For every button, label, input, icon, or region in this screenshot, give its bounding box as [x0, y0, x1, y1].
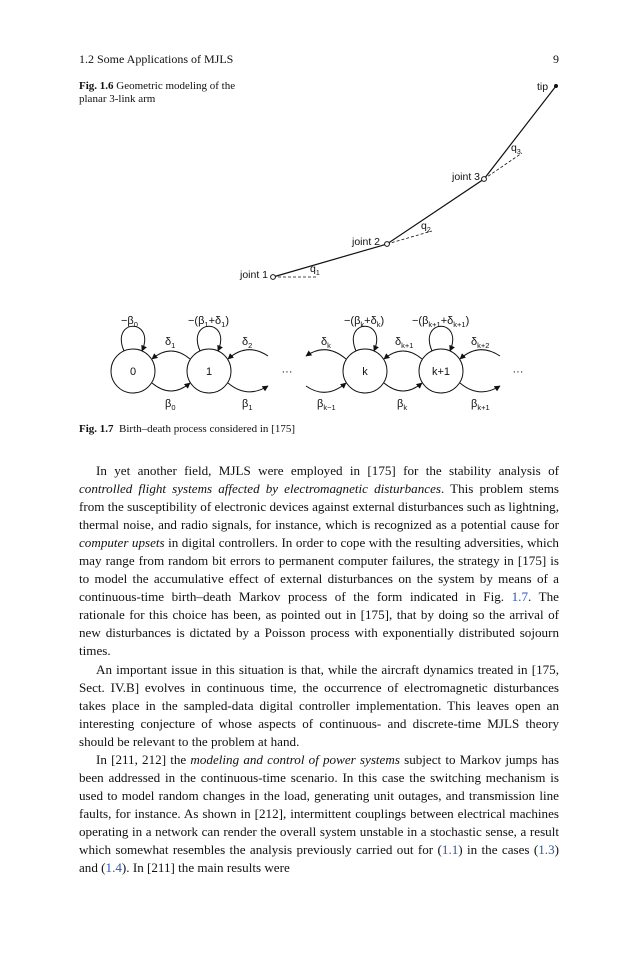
- text-run: subject to Markov jumps has been addressed in the continuous-time scenario. In this case the switching mechanism is used to model random changes in the load, generating unit outages, and transmission line faults, for instance. As shown in [212], intermittent couplings between electrical machines operating in a network can render the overall system unstable in a stochastic sense, a result which somewhat resembles the analysis previously carried out for (: [79, 751, 559, 857]
- loop-label-1: $-(\beta_1+\delta_1)$: [188, 315, 229, 329]
- section-title: 1.2 Some Applications of MJLS: [79, 52, 234, 66]
- body-text: [79, 462, 559, 877]
- figure-link[interactable]: 1.7: [511, 589, 528, 605]
- ellipsis-right: ···: [512, 366, 524, 378]
- arrow-betak1: [460, 383, 500, 392]
- delta-label-2: $\delta_2$: [242, 336, 253, 350]
- ellipsis-middle: ···: [281, 366, 293, 378]
- text-run: In [211, 212] the: [96, 751, 191, 767]
- text-run: . The rationale for this choice has been, as pointed out in [175], that by doing so the arrival of new disturbances is dictated by a Poisson process with exponentially distributed sojourn times.: [79, 589, 559, 659]
- emphasis: controlled flight systems affected by electromagnetic disturbances: [79, 481, 441, 497]
- joint3-marker: [482, 177, 487, 182]
- loop-label-k: $-(\beta_k+\delta_k)$: [344, 315, 385, 329]
- text-run: in digital controllers. In order to cope with the resulting adversities, which may range from random bit errors to permanent computer failures, the strategy in [175] is to model the accumulative effect of external disturbances on the system by means of a continuous-time birth–death Markov process of the form indicated in Fig.: [79, 535, 559, 605]
- text-run: In yet another field, MJLS were employed in [175] for the stability analysis of: [96, 463, 559, 478]
- arrow-beta1: [228, 383, 268, 392]
- arrow-deltak2: [460, 350, 500, 359]
- joint3-label: joint 3: [452, 171, 481, 183]
- joint1-marker: [271, 275, 276, 280]
- joint2-marker: [385, 242, 390, 247]
- text-run: ) in the cases (: [458, 841, 539, 857]
- q2-reference: [387, 231, 432, 244]
- caption-text: Geometric modeling of the planar 3-link arm: [79, 80, 236, 105]
- equation-link[interactable]: 1.1: [441, 841, 459, 857]
- beta-label-k-1: $\beta_{k-1}$: [317, 398, 336, 412]
- delta-label-1: $\delta_1$: [165, 336, 176, 350]
- loop-k1: [429, 326, 452, 351]
- paragraph-1: [79, 462, 559, 661]
- loop-k: [353, 326, 376, 351]
- q2-label: $q_2$: [421, 220, 431, 234]
- tip-label: tip: [537, 81, 549, 93]
- q3-label: $q_3$: [511, 142, 521, 156]
- joint2-label: joint 2: [352, 236, 381, 248]
- text-run: ) and (: [79, 841, 559, 876]
- equation-link[interactable]: 1.3: [538, 841, 555, 857]
- arrow-betak-1: [306, 383, 346, 392]
- state-0-label: 0: [129, 366, 137, 378]
- beta-label-k: $\beta_k$: [397, 398, 408, 412]
- figure-label: Fig. 1.7: [79, 423, 114, 435]
- emphasis: modeling and control of power systems: [190, 751, 400, 767]
- q3-reference: [484, 153, 522, 179]
- paragraph-2: An important issue in this situation is that, while the aircraft dynamics treated in [175, Sect. IV.B] evolves in continuous time, the occurrence of electromagnetic disturbances takes place in the sampled-data digital controller implementation. This leaves open an interesting conjecture of whose aspects of continuous- and discrete-time MJLS theory should be relevant to the problem at hand.: [79, 661, 559, 749]
- arrow-delta2: [228, 350, 268, 359]
- paragraph-3: [79, 751, 559, 877]
- arrow-beta0: [152, 383, 190, 391]
- arrow-deltak: [306, 350, 346, 359]
- beta-label-0: $\beta_0$: [165, 398, 176, 412]
- delta-label-k2: $\delta_{k+2}$: [471, 336, 490, 350]
- caption-text: Birth–death process considered in [175]: [119, 423, 295, 435]
- arrow-deltak1: [384, 351, 422, 359]
- figure-label: Fig. 1.6: [79, 80, 114, 92]
- loop-0: [121, 326, 144, 351]
- state-k1-label: k+1: [431, 366, 451, 378]
- loop-label-0: $-\beta_0$: [121, 315, 138, 329]
- loop-label-k1: $-(\beta_{k+1}+\delta_{k+1})$: [412, 315, 470, 329]
- delta-label-k1: $\delta_{k+1}$: [395, 336, 414, 350]
- text-run: . This problem stems from the susceptibility of electronic devices against external disturbances such as lightning, thermal noise, and radio signals, for instance, which is recognized as a potential cause for: [79, 481, 559, 533]
- arrow-delta1: [152, 351, 190, 359]
- delta-label-k: $\delta_k$: [321, 336, 331, 350]
- page-number: 9: [553, 52, 559, 66]
- figure-1-7-caption: [79, 423, 295, 435]
- arm-figure: [239, 81, 558, 281]
- text-run: ). In [211] the main results were: [121, 860, 290, 876]
- state-k-label: k: [362, 366, 368, 378]
- equation-link[interactable]: 1.4: [105, 860, 122, 876]
- emphasis: computer upsets: [79, 535, 165, 551]
- loop-1: [197, 326, 220, 351]
- state-1-label: 1: [205, 366, 213, 378]
- beta-label-1: $\beta_1$: [242, 398, 253, 412]
- arrow-betak: [384, 383, 422, 391]
- beta-label-k1: $\beta_{k+1}$: [471, 398, 490, 412]
- arm-links: [273, 86, 556, 277]
- joint1-label: joint 1: [240, 269, 269, 281]
- tip-marker: [554, 84, 558, 88]
- q1-label: $q_1$: [310, 263, 320, 277]
